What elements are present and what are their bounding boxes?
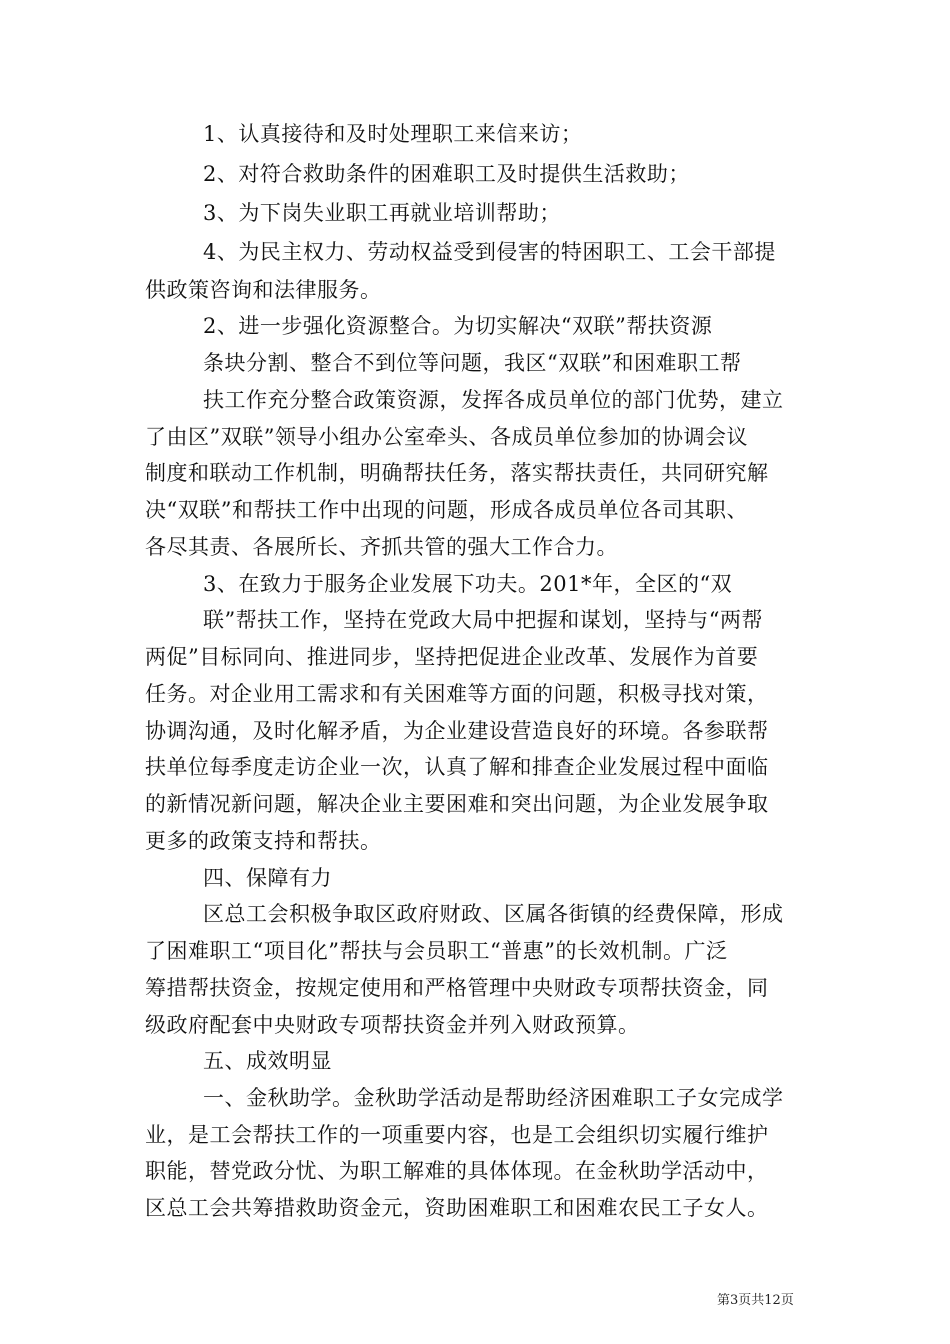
paragraph-line: 4、为民主权力、劳动权益受到侵害的特困职工、工会干部提 [203,240,776,264]
paragraph-line: 了困难职工“项目化”帮扶与会员职工“普惠”的长效机制。广泛 [145,939,728,963]
paragraph-line: 扶工作充分整合政策资源，发挥各成员单位的部门优势，建立 [203,388,784,412]
paragraph-line: 职能，替党政分忧、为职工解难的具体体现。在金秋助学活动中， [145,1159,769,1183]
paragraph-line: 决“双联”和帮扶工作中出现的问题，形成各成员单位各司其职、 [145,498,748,522]
paragraph-line: 联”帮扶工作，坚持在党政大局中把握和谋划，坚持与“两帮 [203,608,763,632]
paragraph-line: 条块分割、整合不到位等问题，我区“双联”和困难职工帮 [203,351,742,375]
paragraph-line: 1、认真接待和及时处理职工来信来访； [203,122,583,146]
paragraph-line: 级政府配套中央财政专项帮扶资金并列入财政预算。 [145,1013,640,1037]
paragraph-line: 了由区”双联”领导小组办公室牵头、各成员单位参加的协调会议 [145,425,748,449]
section-heading: 五、成效明显 [203,1049,332,1073]
paragraph-line: 的新情况新问题，解决企业主要困难和突出问题，为企业发展争取 [145,792,769,816]
paragraph-line: 业，是工会帮扶工作的一项重要内容，也是工会组织切实履行维护 [145,1123,769,1147]
paragraph-line: 协调沟通，及时化解矛盾，为企业建设营造良好的环境。各参联帮 [145,719,769,743]
paragraph-line: 区总工会积极争取区政府财政、区属各街镇的经费保障，形成 [203,902,784,926]
paragraph-line: 更多的政策支持和帮扶。 [145,829,382,853]
paragraph-line: 各尽其责、各展所长、齐抓共管的强大工作合力。 [145,535,618,559]
paragraph-line: 3、在致力于服务企业发展下功夫。201*年，全区的“双 [203,572,733,596]
paragraph-line: 2、进一步强化资源整合。为切实解决“双联”帮扶资源 [203,314,713,338]
paragraph-line: 供政策咨询和法律服务。 [145,278,382,302]
section-heading: 四、保障有力 [203,866,332,890]
paragraph-line: 筹措帮扶资金，按规定使用和严格管理中央财政专项帮扶资金，同 [145,976,769,1000]
paragraph-line: 区总工会共筹措救助资金元，资助困难职工和困难农民工子女人。 [145,1196,769,1220]
paragraph-line: 两促”目标同向、推进同步，坚持把促进企业改革、发展作为首要 [145,645,759,669]
page-number: 第3页共12页 [717,1293,794,1308]
paragraph-line: 制度和联动工作机制，明确帮扶任务，落实帮扶责任，共同研究解 [145,461,769,485]
paragraph-line: 任务。对企业用工需求和有关困难等方面的问题，积极寻找对策， [145,682,769,706]
paragraph-line: 2、对符合救助条件的困难职工及时提供生活救助； [203,162,690,186]
paragraph-line: 3、为下岗失业职工再就业培训帮助； [203,201,561,225]
paragraph-line: 一、金秋助学。金秋助学活动是帮助经济困难职工子女完成学 [203,1086,784,1110]
paragraph-line: 扶单位每季度走访企业一次，认真了解和排查企业发展过程中面临 [145,755,769,779]
